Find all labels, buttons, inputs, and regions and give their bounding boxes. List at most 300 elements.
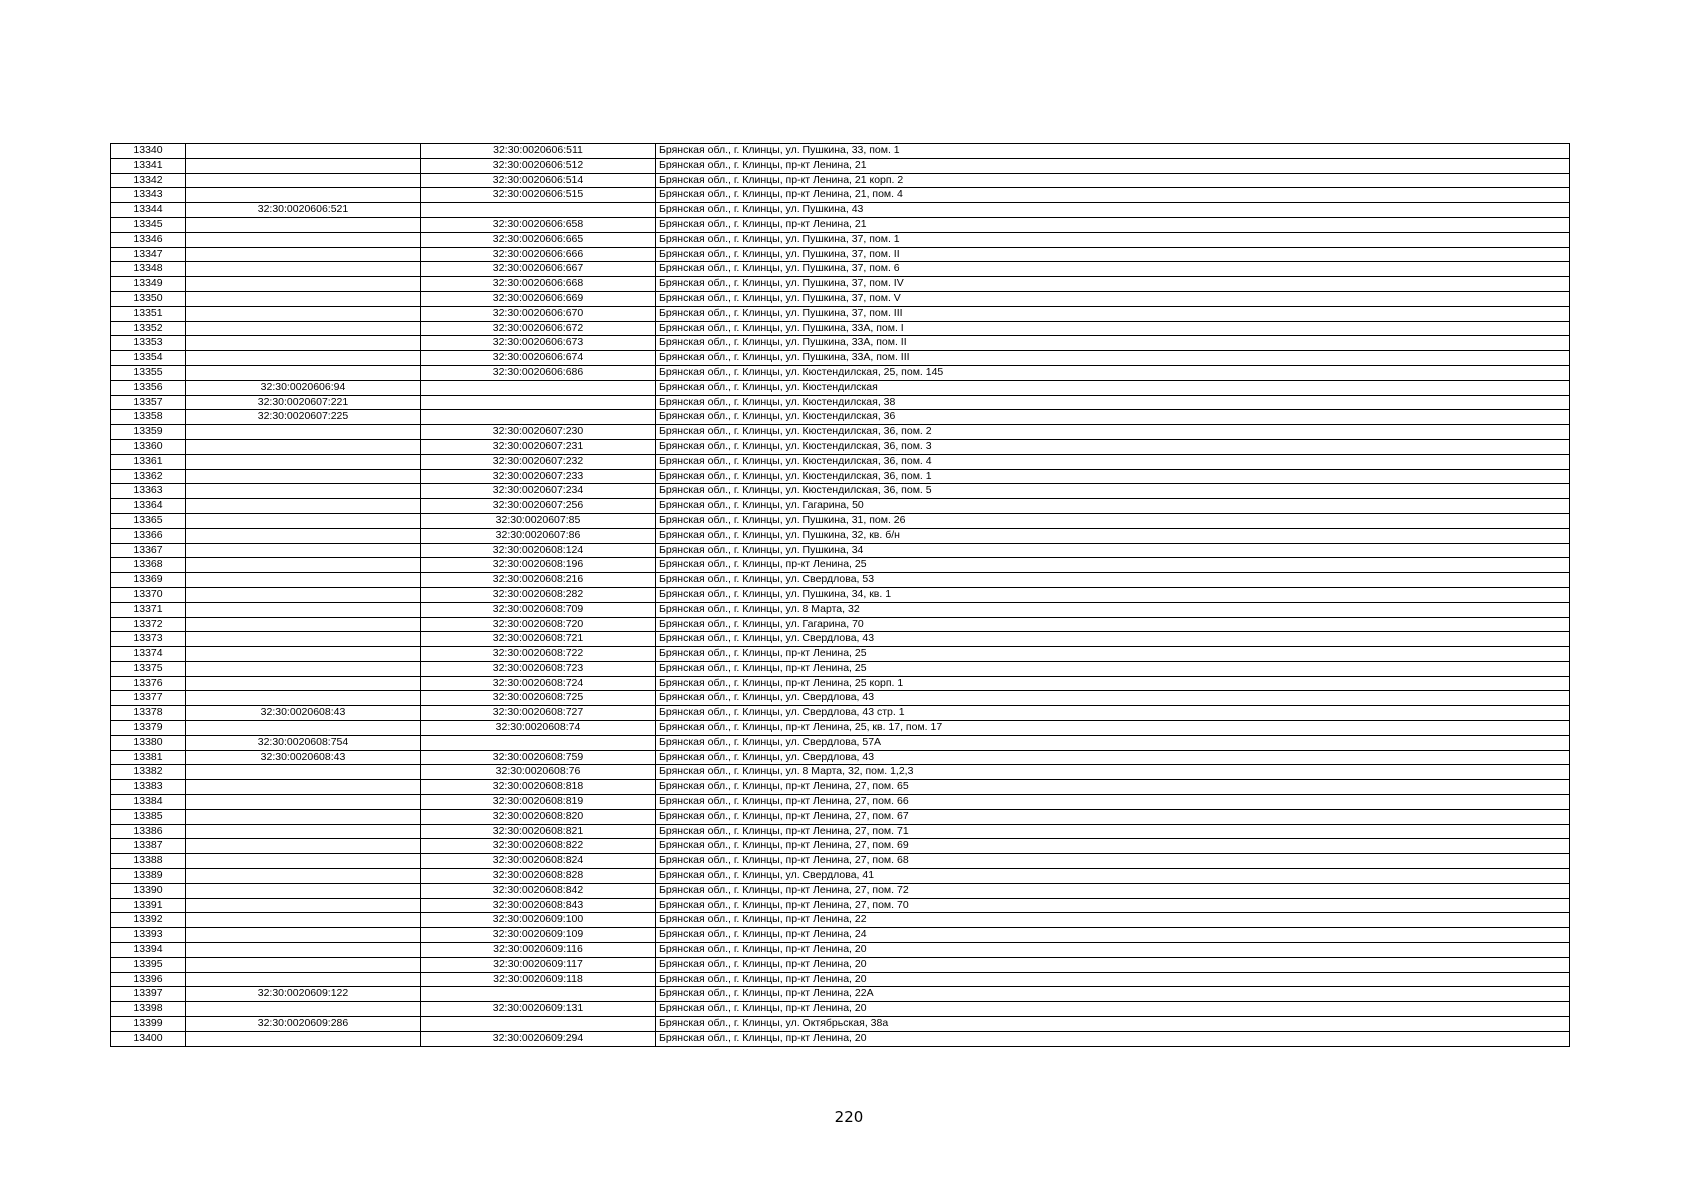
object-cadastral-cell: 32:30:0020607:234 [421,484,656,499]
land-cadastral-cell [186,632,421,647]
land-cadastral-cell [186,365,421,380]
land-cadastral-cell: 32:30:0020608:754 [186,735,421,750]
address-cell: Брянская обл., г. Клинцы, пр-кт Ленина, 27, пом. 65 [656,780,1570,795]
table-row [111,691,1570,706]
table-row [111,380,1570,395]
land-cadastral-cell [186,469,421,484]
row-number-cell: 13345 [111,217,186,232]
object-cadastral-cell: 32:30:0020606:665 [421,232,656,247]
table-row [111,144,1570,159]
land-cadastral-cell: 32:30:0020607:221 [186,395,421,410]
table-row [111,750,1570,765]
object-cadastral-cell: 32:30:0020609:109 [421,928,656,943]
row-number-cell: 13400 [111,1031,186,1046]
row-number-cell: 13348 [111,262,186,277]
address-cell: Брянская обл., г. Клинцы, пр-кт Ленина, 20 [656,957,1570,972]
land-cadastral-cell [186,765,421,780]
address-cell: Брянская обл., г. Клинцы, пр-кт Ленина, 27, пом. 71 [656,824,1570,839]
row-number-cell: 13369 [111,573,186,588]
object-cadastral-cell: 32:30:0020608:725 [421,691,656,706]
land-cadastral-cell [186,839,421,854]
table-row [111,854,1570,869]
land-cadastral-cell: 32:30:0020607:225 [186,410,421,425]
address-cell: Брянская обл., г. Клинцы, пр-кт Ленина, 20 [656,972,1570,987]
land-cadastral-cell [186,573,421,588]
row-number-cell: 13361 [111,454,186,469]
table-row [111,957,1570,972]
object-cadastral-cell: 32:30:0020607:85 [421,513,656,528]
address-cell: Брянская обл., г. Клинцы, ул. Пушкина, 32, кв. б/н [656,528,1570,543]
address-cell: Брянская обл., г. Клинцы, пр-кт Ленина, 21 [656,158,1570,173]
object-cadastral-cell [421,735,656,750]
land-cadastral-cell [186,425,421,440]
object-cadastral-cell: 32:30:0020608:828 [421,869,656,884]
land-cadastral-cell: 32:30:0020609:122 [186,987,421,1002]
row-number-cell: 13341 [111,158,186,173]
address-cell: Брянская обл., г. Клинцы, ул. Кюстендилская, 36, пом. 3 [656,439,1570,454]
land-cadastral-cell: 32:30:0020609:286 [186,1017,421,1032]
row-number-cell: 13347 [111,247,186,262]
table-row [111,735,1570,750]
row-number-cell: 13384 [111,795,186,810]
object-cadastral-cell: 32:30:0020608:822 [421,839,656,854]
address-cell: Брянская обл., г. Клинцы, ул. Кюстендилская, 36, пом. 4 [656,454,1570,469]
address-cell: Брянская обл., г. Клинцы, ул. Пушкина, 31, пом. 26 [656,513,1570,528]
address-cell: Брянская обл., г. Клинцы, пр-кт Ленина, 25 [656,661,1570,676]
row-number-cell: 13367 [111,543,186,558]
row-number-cell: 13385 [111,809,186,824]
address-cell: Брянская обл., г. Клинцы, пр-кт Ленина, 27, пом. 67 [656,809,1570,824]
address-cell: Брянская обл., г. Клинцы, ул. 8 Марта, 32 [656,602,1570,617]
land-cadastral-cell [186,1002,421,1017]
address-cell: Брянская обл., г. Клинцы, ул. Свердлова, 41 [656,869,1570,884]
object-cadastral-cell: 32:30:0020608:721 [421,632,656,647]
row-number-cell: 13354 [111,351,186,366]
row-number-cell: 13393 [111,928,186,943]
land-cadastral-cell [186,647,421,662]
table-row [111,1017,1570,1032]
row-number-cell: 13395 [111,957,186,972]
land-cadastral-cell [186,883,421,898]
land-cadastral-cell: 32:30:0020606:521 [186,203,421,218]
object-cadastral-cell: 32:30:0020607:232 [421,454,656,469]
address-cell: Брянская обл., г. Клинцы, пр-кт Ленина, 21, пом. 4 [656,188,1570,203]
address-cell: Брянская обл., г. Клинцы, ул. Свердлова, 53 [656,573,1570,588]
land-cadastral-cell [186,321,421,336]
registry-table-body [111,144,1570,1047]
object-cadastral-cell [421,1017,656,1032]
land-cadastral-cell: 32:30:0020606:94 [186,380,421,395]
address-cell: Брянская обл., г. Клинцы, ул. Пушкина, 37, пом. V [656,291,1570,306]
address-cell: Брянская обл., г. Клинцы, ул. Пушкина, 34 [656,543,1570,558]
object-cadastral-cell: 32:30:0020609:100 [421,913,656,928]
land-cadastral-cell [186,898,421,913]
land-cadastral-cell [186,291,421,306]
table-row [111,913,1570,928]
table-row [111,395,1570,410]
address-cell: Брянская обл., г. Клинцы, ул. Пушкина, 37, пом. III [656,306,1570,321]
table-row [111,883,1570,898]
row-number-cell: 13375 [111,661,186,676]
table-row [111,898,1570,913]
row-number-cell: 13383 [111,780,186,795]
table-row [111,676,1570,691]
table-row [111,203,1570,218]
land-cadastral-cell: 32:30:0020608:43 [186,750,421,765]
row-number-cell: 13368 [111,558,186,573]
table-row [111,262,1570,277]
address-cell: Брянская обл., г. Клинцы, пр-кт Ленина, 25 [656,647,1570,662]
land-cadastral-cell [186,617,421,632]
object-cadastral-cell: 32:30:0020608:820 [421,809,656,824]
row-number-cell: 13351 [111,306,186,321]
object-cadastral-cell: 32:30:0020608:216 [421,573,656,588]
land-cadastral-cell [186,484,421,499]
row-number-cell: 13394 [111,943,186,958]
row-number-cell: 13391 [111,898,186,913]
object-cadastral-cell: 32:30:0020608:724 [421,676,656,691]
address-cell: Брянская обл., г. Клинцы, ул. Кюстендилская, 36, пом. 1 [656,469,1570,484]
object-cadastral-cell: 32:30:0020608:720 [421,617,656,632]
land-cadastral-cell [186,262,421,277]
table-row [111,217,1570,232]
land-cadastral-cell [186,247,421,262]
object-cadastral-cell: 32:30:0020608:818 [421,780,656,795]
land-cadastral-cell [186,173,421,188]
row-number-cell: 13362 [111,469,186,484]
land-cadastral-cell [186,957,421,972]
row-number-cell: 13360 [111,439,186,454]
table-row [111,528,1570,543]
address-cell: Брянская обл., г. Клинцы, ул. Пушкина, 37, пом. II [656,247,1570,262]
object-cadastral-cell [421,380,656,395]
row-number-cell: 13379 [111,721,186,736]
table-row [111,410,1570,425]
object-cadastral-cell: 32:30:0020606:666 [421,247,656,262]
address-cell: Брянская обл., г. Клинцы, пр-кт Ленина, 21 [656,217,1570,232]
address-cell: Брянская обл., г. Клинцы, пр-кт Ленина, 27, пом. 69 [656,839,1570,854]
object-cadastral-cell: 32:30:0020608:74 [421,721,656,736]
land-cadastral-cell [186,513,421,528]
land-cadastral-cell [186,1031,421,1046]
object-cadastral-cell: 32:30:0020608:843 [421,898,656,913]
row-number-cell: 13346 [111,232,186,247]
address-cell: Брянская обл., г. Клинцы, ул. Пушкина, 33А, пом. II [656,336,1570,351]
address-cell: Брянская обл., г. Клинцы, ул. Пушкина, 33А, пом. I [656,321,1570,336]
object-cadastral-cell: 32:30:0020607:230 [421,425,656,440]
table-row [111,602,1570,617]
object-cadastral-cell: 32:30:0020606:686 [421,365,656,380]
table-row [111,809,1570,824]
address-cell: Брянская обл., г. Клинцы, ул. Свердлова, 43 стр. 1 [656,706,1570,721]
table-row [111,469,1570,484]
row-number-cell: 13374 [111,647,186,662]
object-cadastral-cell: 32:30:0020607:233 [421,469,656,484]
address-cell: Брянская обл., г. Клинцы, ул. Кюстендилская, 25, пом. 145 [656,365,1570,380]
address-cell: Брянская обл., г. Клинцы, пр-кт Ленина, 22А [656,987,1570,1002]
land-cadastral-cell [186,602,421,617]
table-row [111,869,1570,884]
address-cell: Брянская обл., г. Клинцы, ул. Свердлова, 43 [656,691,1570,706]
address-cell: Брянская обл., г. Клинцы, пр-кт Ленина, 25 [656,558,1570,573]
object-cadastral-cell: 32:30:0020608:821 [421,824,656,839]
land-cadastral-cell [186,972,421,987]
table-row [111,632,1570,647]
address-cell: Брянская обл., г. Клинцы, пр-кт Ленина, 27, пом. 72 [656,883,1570,898]
table-row [111,336,1570,351]
registry-table [110,143,1570,1047]
address-cell: Брянская обл., г. Клинцы, пр-кт Ленина, 25, кв. 17, пом. 17 [656,721,1570,736]
object-cadastral-cell: 32:30:0020606:674 [421,351,656,366]
address-cell: Брянская обл., г. Клинцы, ул. Кюстендилская, 36 [656,410,1570,425]
row-number-cell: 13378 [111,706,186,721]
address-cell: Брянская обл., г. Клинцы, ул. Свердлова, 43 [656,750,1570,765]
row-number-cell: 13344 [111,203,186,218]
row-number-cell: 13398 [111,1002,186,1017]
land-cadastral-cell [186,499,421,514]
row-number-cell: 13372 [111,617,186,632]
row-number-cell: 13370 [111,587,186,602]
land-cadastral-cell [186,869,421,884]
table-row [111,617,1570,632]
object-cadastral-cell: 32:30:0020606:668 [421,277,656,292]
land-cadastral-cell [186,144,421,159]
table-row [111,173,1570,188]
land-cadastral-cell [186,528,421,543]
object-cadastral-cell [421,203,656,218]
row-number-cell: 13357 [111,395,186,410]
address-cell: Брянская обл., г. Клинцы, пр-кт Ленина, 27, пом. 70 [656,898,1570,913]
land-cadastral-cell [186,543,421,558]
row-number-cell: 13350 [111,291,186,306]
table-row [111,484,1570,499]
table-row [111,558,1570,573]
row-number-cell: 13390 [111,883,186,898]
table-row [111,573,1570,588]
object-cadastral-cell: 32:30:0020606:658 [421,217,656,232]
table-row [111,1031,1570,1046]
object-cadastral-cell: 32:30:0020608:819 [421,795,656,810]
land-cadastral-cell [186,928,421,943]
object-cadastral-cell: 32:30:0020609:294 [421,1031,656,1046]
row-number-cell: 13356 [111,380,186,395]
row-number-cell: 13353 [111,336,186,351]
row-number-cell: 13376 [111,676,186,691]
object-cadastral-cell: 32:30:0020608:282 [421,587,656,602]
object-cadastral-cell: 32:30:0020606:514 [421,173,656,188]
address-cell: Брянская обл., г. Клинцы, ул. Пушкина, 37, пом. 1 [656,232,1570,247]
object-cadastral-cell: 32:30:0020606:670 [421,306,656,321]
object-cadastral-cell: 32:30:0020609:118 [421,972,656,987]
address-cell: Брянская обл., г. Клинцы, ул. Пушкина, 37, пом. 6 [656,262,1570,277]
row-number-cell: 13396 [111,972,186,987]
table-row [111,972,1570,987]
land-cadastral-cell: 32:30:0020608:43 [186,706,421,721]
table-row [111,277,1570,292]
address-cell: Брянская обл., г. Клинцы, ул. Пушкина, 34, кв. 1 [656,587,1570,602]
table-row [111,513,1570,528]
table-row [111,780,1570,795]
row-number-cell: 13366 [111,528,186,543]
object-cadastral-cell: 32:30:0020607:231 [421,439,656,454]
row-number-cell: 13358 [111,410,186,425]
address-cell: Брянская обл., г. Клинцы, пр-кт Ленина, 21 корп. 2 [656,173,1570,188]
row-number-cell: 13377 [111,691,186,706]
land-cadastral-cell [186,158,421,173]
address-cell: Брянская обл., г. Клинцы, пр-кт Ленина, 27, пом. 68 [656,854,1570,869]
table-row [111,928,1570,943]
land-cadastral-cell [186,188,421,203]
object-cadastral-cell: 32:30:0020608:709 [421,602,656,617]
object-cadastral-cell: 32:30:0020606:512 [421,158,656,173]
object-cadastral-cell: 32:30:0020606:515 [421,188,656,203]
row-number-cell: 13359 [111,425,186,440]
object-cadastral-cell: 32:30:0020608:759 [421,750,656,765]
table-row [111,247,1570,262]
object-cadastral-cell: 32:30:0020608:824 [421,854,656,869]
address-cell: Брянская обл., г. Клинцы, пр-кт Ленина, 27, пом. 66 [656,795,1570,810]
row-number-cell: 13387 [111,839,186,854]
address-cell: Брянская обл., г. Клинцы, ул. Пушкина, 43 [656,203,1570,218]
land-cadastral-cell [186,691,421,706]
land-cadastral-cell [186,277,421,292]
address-cell: Брянская обл., г. Клинцы, ул. Пушкина, 33, пом. 1 [656,144,1570,159]
row-number-cell: 13397 [111,987,186,1002]
table-row [111,721,1570,736]
object-cadastral-cell: 32:30:0020606:672 [421,321,656,336]
land-cadastral-cell [186,454,421,469]
land-cadastral-cell [186,795,421,810]
object-cadastral-cell: 32:30:0020606:673 [421,336,656,351]
row-number-cell: 13340 [111,144,186,159]
address-cell: Брянская обл., г. Клинцы, ул. Кюстендилская, 38 [656,395,1570,410]
object-cadastral-cell [421,987,656,1002]
address-cell: Брянская обл., г. Клинцы, ул. Кюстендилская [656,380,1570,395]
row-number-cell: 13382 [111,765,186,780]
land-cadastral-cell [186,558,421,573]
address-cell: Брянская обл., г. Клинцы, пр-кт Ленина, 20 [656,943,1570,958]
table-row [111,839,1570,854]
address-cell: Брянская обл., г. Клинцы, ул. Гагарина, 50 [656,499,1570,514]
address-cell: Брянская обл., г. Клинцы, ул. Кюстендилская, 36, пом. 5 [656,484,1570,499]
row-number-cell: 13381 [111,750,186,765]
table-row [111,351,1570,366]
land-cadastral-cell [186,809,421,824]
address-cell: Брянская обл., г. Клинцы, ул. Пушкина, 33А, пом. III [656,351,1570,366]
land-cadastral-cell [186,913,421,928]
row-number-cell: 13392 [111,913,186,928]
land-cadastral-cell [186,943,421,958]
address-cell: Брянская обл., г. Клинцы, ул. 8 Марта, 32, пом. 1,2,3 [656,765,1570,780]
table-row [111,321,1570,336]
land-cadastral-cell [186,232,421,247]
row-number-cell: 13343 [111,188,186,203]
row-number-cell: 13342 [111,173,186,188]
row-number-cell: 13371 [111,602,186,617]
row-number-cell: 13399 [111,1017,186,1032]
table-row [111,661,1570,676]
table-row [111,795,1570,810]
land-cadastral-cell [186,587,421,602]
land-cadastral-cell [186,306,421,321]
object-cadastral-cell [421,395,656,410]
row-number-cell: 13364 [111,499,186,514]
row-number-cell: 13349 [111,277,186,292]
address-cell: Брянская обл., г. Клинцы, ул. Свердлова, 43 [656,632,1570,647]
address-cell: Брянская обл., г. Клинцы, ул. Октябрьская, 38а [656,1017,1570,1032]
table-row [111,706,1570,721]
object-cadastral-cell: 32:30:0020609:116 [421,943,656,958]
table-row [111,365,1570,380]
address-cell: Брянская обл., г. Клинцы, ул. Пушкина, 37, пом. IV [656,277,1570,292]
object-cadastral-cell: 32:30:0020606:511 [421,144,656,159]
table-row [111,306,1570,321]
table-row [111,158,1570,173]
land-cadastral-cell [186,676,421,691]
land-cadastral-cell [186,439,421,454]
object-cadastral-cell: 32:30:0020607:256 [421,499,656,514]
object-cadastral-cell: 32:30:0020609:117 [421,957,656,972]
land-cadastral-cell [186,824,421,839]
address-cell: Брянская обл., г. Клинцы, ул. Гагарина, 70 [656,617,1570,632]
object-cadastral-cell: 32:30:0020608:124 [421,543,656,558]
row-number-cell: 13363 [111,484,186,499]
object-cadastral-cell: 32:30:0020608:196 [421,558,656,573]
object-cadastral-cell [421,410,656,425]
object-cadastral-cell: 32:30:0020608:722 [421,647,656,662]
address-cell: Брянская обл., г. Клинцы, ул. Кюстендилская, 36, пом. 2 [656,425,1570,440]
address-cell: Брянская обл., г. Клинцы, пр-кт Ленина, 24 [656,928,1570,943]
table-row [111,765,1570,780]
land-cadastral-cell [186,217,421,232]
table-row [111,425,1570,440]
object-cadastral-cell: 32:30:0020607:86 [421,528,656,543]
object-cadastral-cell: 32:30:0020608:842 [421,883,656,898]
object-cadastral-cell: 32:30:0020606:669 [421,291,656,306]
land-cadastral-cell [186,336,421,351]
table-row [111,647,1570,662]
row-number-cell: 13373 [111,632,186,647]
row-number-cell: 13365 [111,513,186,528]
land-cadastral-cell [186,721,421,736]
table-row [111,232,1570,247]
table-row [111,543,1570,558]
object-cadastral-cell: 32:30:0020609:131 [421,1002,656,1017]
table-row [111,824,1570,839]
land-cadastral-cell [186,780,421,795]
land-cadastral-cell [186,854,421,869]
table-row [111,587,1570,602]
address-cell: Брянская обл., г. Клинцы, пр-кт Ленина, 25 корп. 1 [656,676,1570,691]
table-row [111,454,1570,469]
table-row [111,943,1570,958]
table-row [111,439,1570,454]
address-cell: Брянская обл., г. Клинцы, пр-кт Ленина, 22 [656,913,1570,928]
row-number-cell: 13352 [111,321,186,336]
table-row [111,987,1570,1002]
object-cadastral-cell: 32:30:0020608:76 [421,765,656,780]
object-cadastral-cell: 32:30:0020606:667 [421,262,656,277]
address-cell: Брянская обл., г. Клинцы, ул. Свердлова, 57А [656,735,1570,750]
row-number-cell: 13388 [111,854,186,869]
row-number-cell: 13380 [111,735,186,750]
row-number-cell: 13386 [111,824,186,839]
address-cell: Брянская обл., г. Клинцы, пр-кт Ленина, 20 [656,1002,1570,1017]
table-row [111,291,1570,306]
address-cell: Брянская обл., г. Клинцы, пр-кт Ленина, 20 [656,1031,1570,1046]
table-row [111,188,1570,203]
page-number: 220 [834,1108,864,1126]
